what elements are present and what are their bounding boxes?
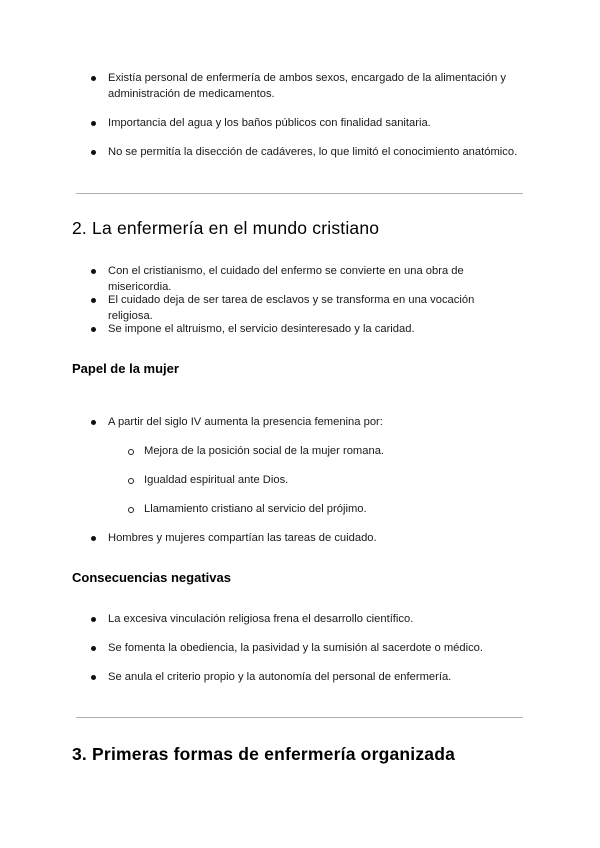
list-item: El cuidado deja de ser tarea de esclavos y se transforma en una vocación religiosa. bbox=[108, 292, 518, 324]
subsection-heading: Papel de la mujer bbox=[72, 361, 179, 376]
section-divider bbox=[76, 193, 523, 194]
list-item: Importancia del agua y los baños públicos con finalidad sanitaria. bbox=[108, 115, 518, 131]
list-item: Se impone el altruismo, el servicio desinteresado y la caridad. bbox=[108, 321, 518, 337]
list-item: No se permitía la disección de cadáveres, lo que limitó el conocimiento anatómico. bbox=[108, 146, 518, 158]
list-item: La excesiva vinculación religiosa frena el desarrollo científico. bbox=[108, 611, 518, 627]
list-item: Existía personal de enfermería de ambos sexos, encargado de la alimentación y administración de medicamentos. bbox=[108, 70, 518, 102]
sub-list-item: Mejora de la posición social de la mujer romana. bbox=[144, 443, 524, 459]
list-item: Se anula el criterio propio y la autonomía del personal de enfermería. bbox=[108, 669, 518, 685]
list-item: A partir del siglo IV aumenta la presencia femenina por: bbox=[108, 414, 518, 430]
subsection-heading: Consecuencias negativas bbox=[72, 570, 231, 585]
list-item: Hombres y mujeres compartían las tareas de cuidado. bbox=[108, 530, 518, 546]
section-title: 3. Primeras formas de enfermería organizada bbox=[72, 744, 456, 764]
list-item: Se fomenta la obediencia, la pasividad y la sumisión al sacerdote o médico. bbox=[108, 640, 518, 656]
sub-list-item: Igualdad espiritual ante Dios. bbox=[144, 472, 524, 488]
section-title: 2. La enfermería en el mundo cristiano bbox=[72, 218, 380, 238]
sub-list-item: Llamamiento cristiano al servicio del prójimo. bbox=[144, 501, 524, 517]
list-item: Con el cristianismo, el cuidado del enfermo se convierte en una obra de misericordia. bbox=[108, 263, 518, 295]
section-divider bbox=[76, 717, 523, 718]
